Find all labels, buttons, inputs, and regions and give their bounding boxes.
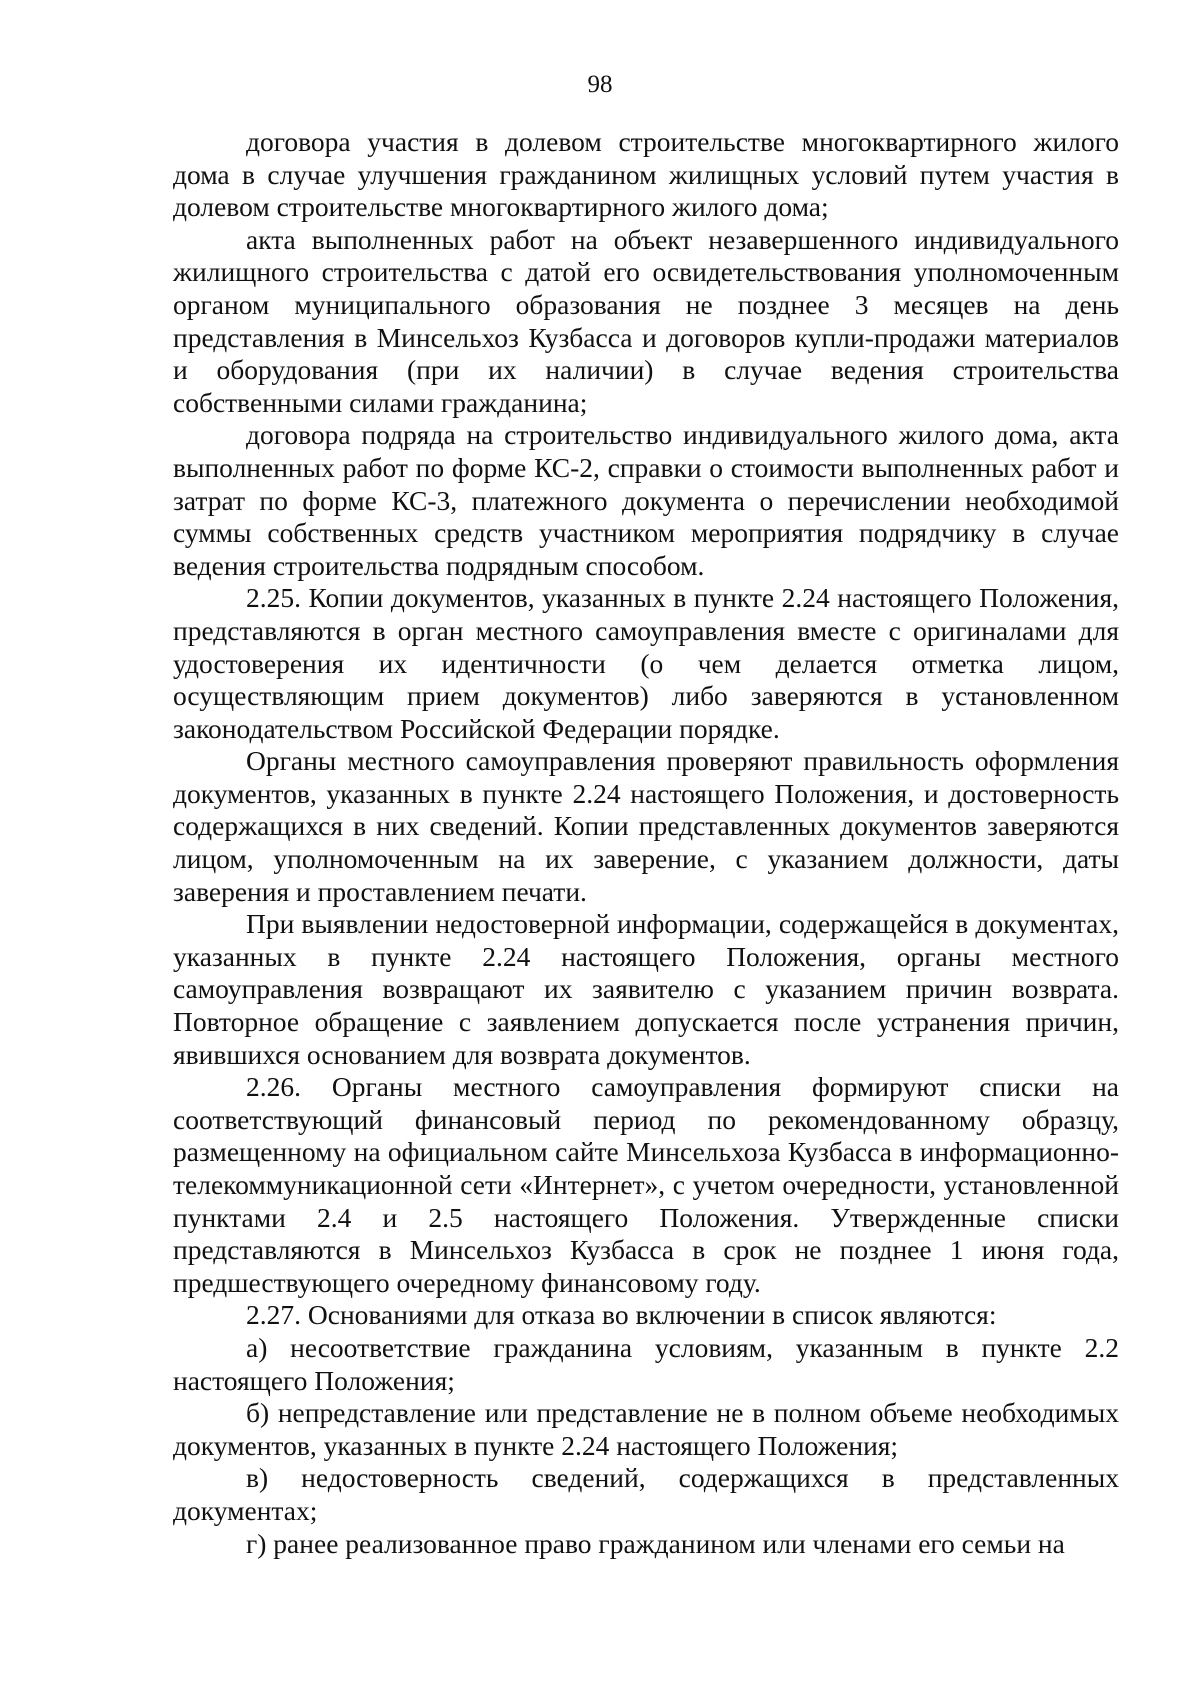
page-number: 98 bbox=[587, 71, 613, 98]
paragraph-share-construction-contract: договора участия в долевом строительстве многоквартирного жилого дома в случае улучшения гражданином жилищных условий путем участия в долевом строительстве многоквартирного жилого дома; bbox=[173, 126, 1119, 223]
list-item-a: а) несоответствие гражданина условиям, указанным в пункте 2.2 настоящего Положения; bbox=[173, 1331, 1119, 1396]
list-item-v: в) недостоверность сведений, содержащихся в представленных документах; bbox=[173, 1462, 1119, 1526]
paragraph-unreliable-information: При выявлении недостоверной информации, содержащейся в документах, указанных в пункте 2.24 настоящего Положения, органы местного самоуправления возвращают их заявителю с указанием причин возврата. Повторное обращение с заявлением допускается после устранения причин, явившихся основанием для возврата документов. bbox=[173, 908, 1119, 1070]
paragraph-construction-contract: договора подряда на строительство индивидуального жилого дома, акта выполненных работ по форме КС-2, справки о стоимости выполненных работ и затрат по форме КС-3, платежного документа о перечислении необходимой суммы собственных средств участником мероприятия подрядчику в случае ведения строительства подрядным способом. bbox=[173, 419, 1119, 581]
list-item-g: г) ранее реализованное право гражданином или членами его семьи на bbox=[246, 1527, 1065, 1559]
paragraph-document-verification: Органы местного самоуправления проверяют правильность оформления документов, указанных в пункте 2.24 настоящего Положения, и достоверность содержащихся в них сведений. Копии представленных документов заверяются лицом, уполномоченным на их заверение, с указанием должности, даты заверения и проставлением печати. bbox=[173, 745, 1119, 907]
document-body bbox=[173, 126, 1119, 1560]
paragraph-2-27: 2.27. Основаниями для отказа во включении в список являются: bbox=[246, 1299, 997, 1331]
paragraph-2-26: 2.26. Органы местного самоуправления формируют списки на соответствующий финансовый период по рекомендованному образцу, размещенному на официальном сайте Минсельхоза Кузбасса в информационно-телекоммуникационной сети «Интернет», с учетом очередности, установленной пунктами 2.4 и 2.5 настоящего Положения. Утвержденные списки представляются в Минсельхоз Кузбасса в срок не позднее 1 июня года, предшествующего очередному финансовому году. bbox=[173, 1071, 1119, 1298]
paragraph-completed-works-act: акта выполненных работ на объект незавершенного индивидуального жилищного строительства с датой его освидетельствования уполномоченным органом муниципального образования не позднее 3 месяцев на день представления в Минсельхоз Кузбасса и договоров купли-продажи материалов и оборудования (при их наличии) в случае ведения строительства собственными силами гражданина; bbox=[173, 223, 1119, 418]
list-item-b: б) непредставление или представление не в полном объеме необходимых документов, указанных в пункте 2.24 настоящего Положения; bbox=[173, 1397, 1119, 1461]
paragraph-2-25: 2.25. Копии документов, указанных в пункте 2.24 настоящего Положения, представляются в орган местного самоуправления вместе с оригиналами для удостоверения их идентичности (о чем делается отметка лицом, осуществляющим прием документов) либо заверяются в установленном законодательством Российской Федерации порядке. bbox=[173, 582, 1119, 744]
